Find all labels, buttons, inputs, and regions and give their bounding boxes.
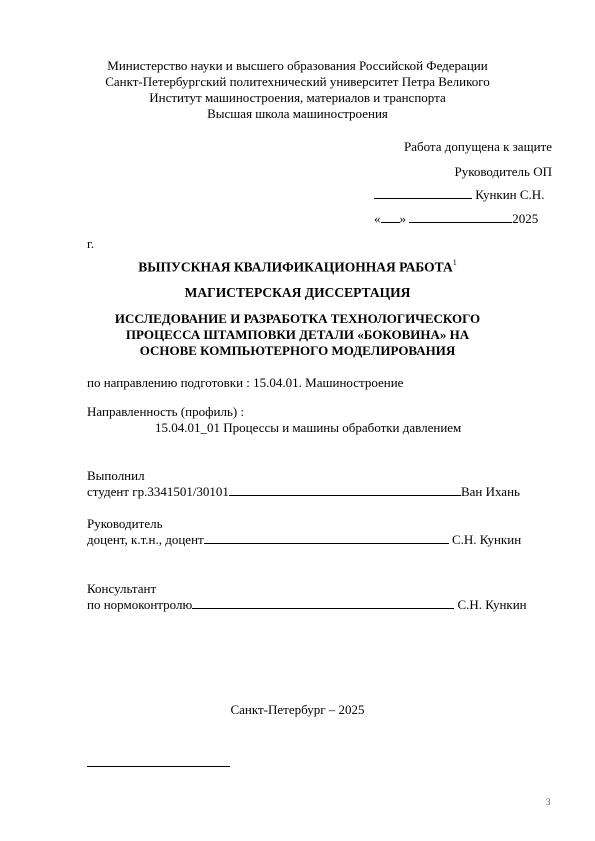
supervisor-label: Руководитель [87,516,163,531]
performer-label: Выполнил [87,468,145,483]
direction-label: по направлению подготовки : 15.04.01. Машиностроение [87,375,404,390]
university-line: Санкт-Петербургский политехнический университет Петра Великого [105,74,490,89]
day-underline [381,212,400,223]
approval-year: 2025 [512,211,539,226]
city-year: Санкт-Петербург – 2025 [230,702,365,717]
supervisor-role: доцент, к.т.н., доцент [87,532,204,547]
topic-line-3: ОСНОВЕ КОМПЬЮТЕРНОГО МОДЕЛИРОВАНИЯ [139,343,456,358]
supervisor-line [87,532,521,548]
performer-role: студент гр.3341501/30101 [87,484,229,499]
year-suffix: г. [87,236,95,251]
performer-name: Ван Ихань [460,484,520,499]
school-line: Высшая школа машиностроения [207,106,388,121]
footnote-ref: 1 [452,258,457,267]
date-open-quote: « [374,211,381,226]
head-name: Кункин С.Н. [475,187,545,202]
institute-line: Институт машиностроения, материалов и транспорта [149,90,446,105]
profile-label: Направленность (профиль) : [87,404,245,419]
consultant-line [87,597,527,613]
profile-value: 15.04.01_01 Процессы и машины обработки давлением [155,420,462,435]
date-close-quote: » [399,211,406,226]
performer-signature-underline [229,485,461,496]
consultant-name: С.Н. Кункин [457,597,527,612]
head-signature-line [374,187,544,203]
work-type: МАГИСТЕРСКАЯ ДИССЕРТАЦИЯ [184,285,411,300]
topic-line-2: ПРОЦЕССА ШТАМПОВКИ ДЕТАЛИ «БОКОВИНА» НА [125,327,470,342]
work-title [0,259,595,276]
consultant-signature-underline [192,598,454,609]
month-underline [409,212,512,223]
admitted-label: Работа допущена к защите [403,139,552,154]
supervisor-name: С.Н. Кункин [451,532,522,547]
approval-date-line [374,211,538,227]
supervisor-signature-underline [204,533,449,544]
signature-underline [374,188,472,199]
consultant-role: по нормоконтролю [87,597,193,612]
topic-line-1: ИССЛЕДОВАНИЕ И РАЗРАБОТКА ТЕХНОЛОГИЧЕСКОГО [114,311,481,326]
ministry-line: Министерство науки и высшего образования Российской Федерации [107,58,488,73]
consultant-label: Консультант [87,581,157,596]
performer-line [87,484,520,500]
page-number: 3 [546,797,551,807]
footnote-separator [87,766,230,767]
work-title-text: ВЫПУСКНАЯ КВАЛИФИКАЦИОННАЯ РАБОТА [138,259,453,275]
head-label: Руководитель ОП [454,164,552,179]
